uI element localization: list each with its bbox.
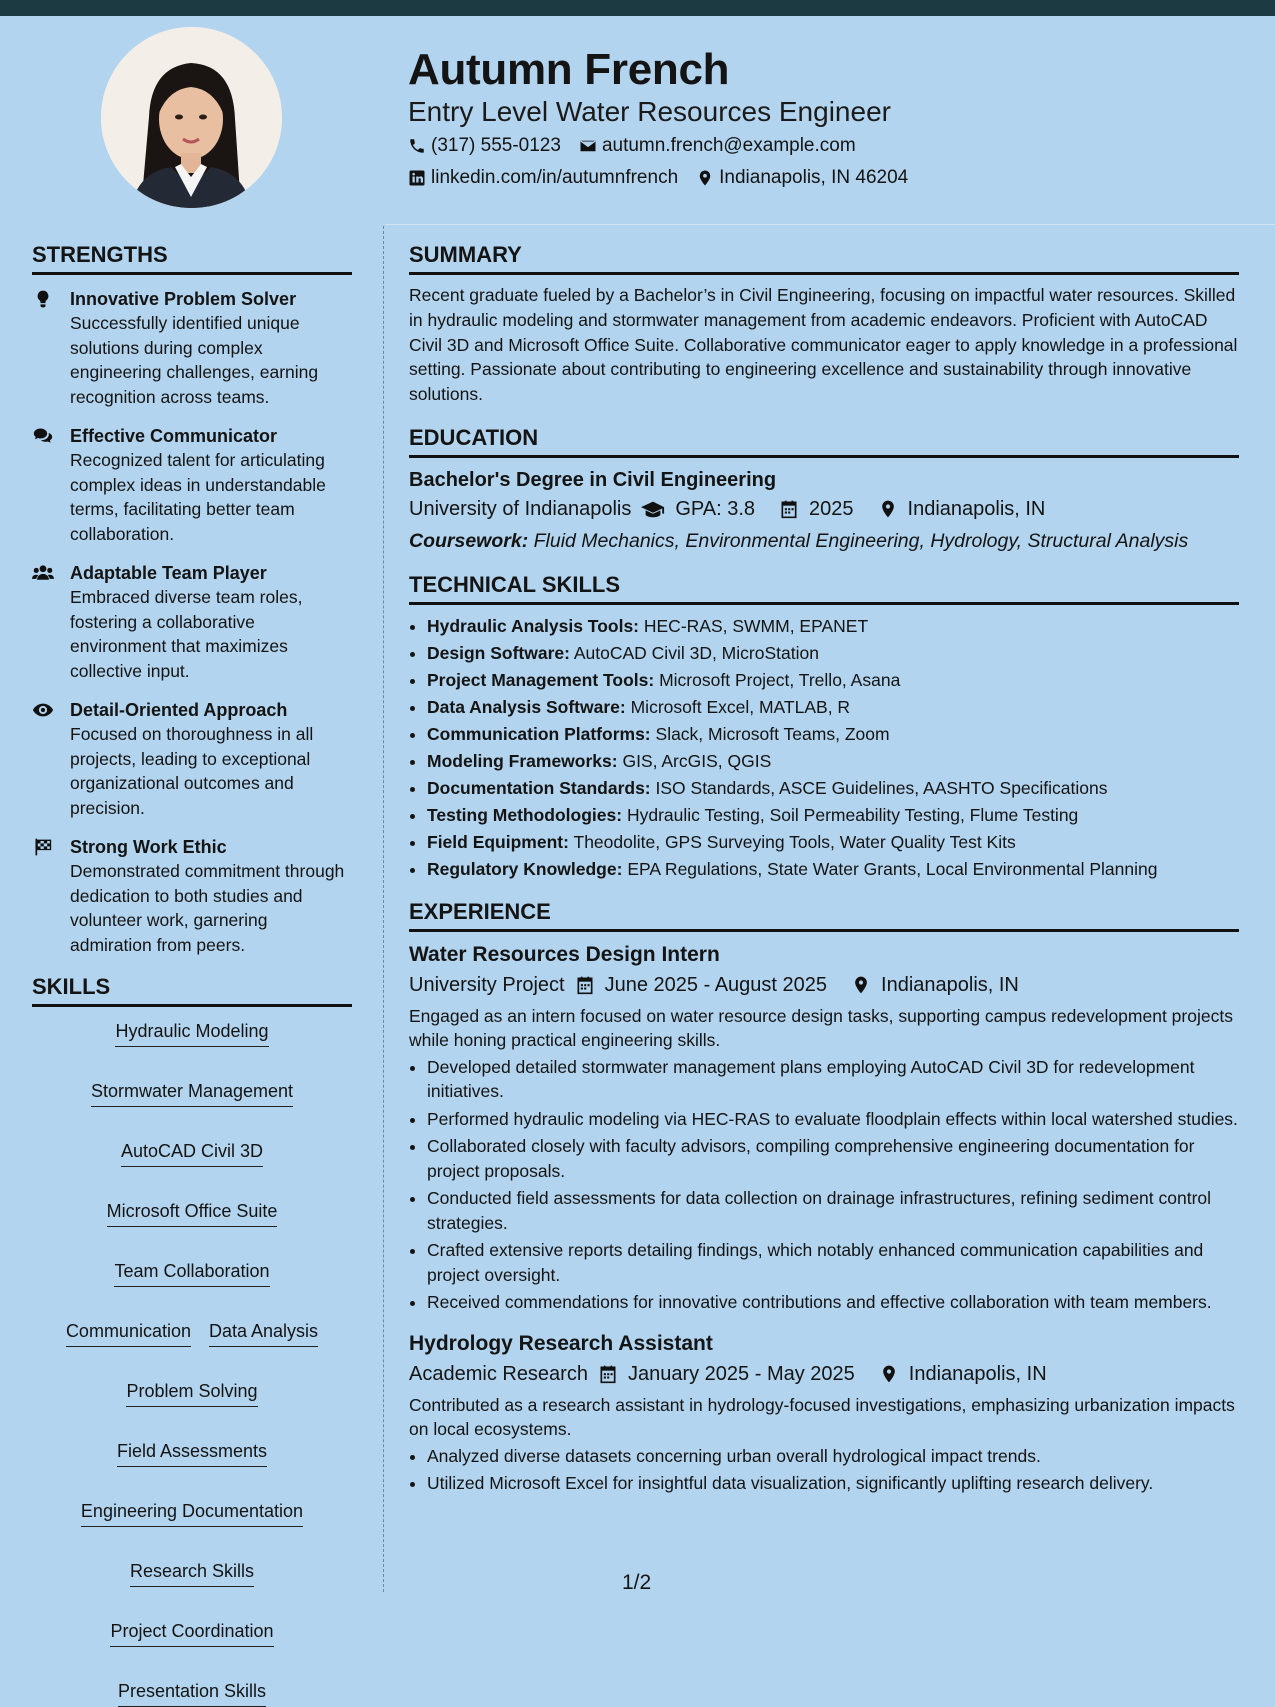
tech-skill-value: Theodolite, GPS Surveying Tools, Water Quality Test Kits <box>573 831 1016 852</box>
skills-heading: SKILLS <box>32 972 352 1007</box>
tech-skill-value: ISO Standards, ASCE Guidelines, AASHTO Specifications <box>655 777 1108 798</box>
job-entry <box>409 940 1239 1315</box>
strength-description: Recognized talent for articulating complex ideas in understandable terms, facilitating better team collaboration. <box>70 450 326 544</box>
job-org: Academic Research <box>409 1362 588 1385</box>
map-marker-icon <box>851 975 871 995</box>
tech-skill-item <box>427 721 1239 748</box>
job-bullet: • Analyzed diverse datasets concerning urban overall hydrological impact trends. <box>427 1444 1239 1469</box>
linkedin-icon <box>408 169 426 187</box>
strength-description: Embraced diverse team roles, fostering a collaborative environment that maximizes collective input. <box>70 587 303 681</box>
job-dates: January 2025 - May 2025 <box>627 1362 855 1385</box>
strength-description: Focused on thoroughness in all projects, leading to exceptional organizational outcomes and precision. <box>70 724 314 818</box>
graduation-cap-icon <box>641 499 665 519</box>
graduation-year: 2025 <box>809 497 854 520</box>
top-bar <box>0 0 1275 16</box>
phone-text: (317) 555-0123 <box>431 135 561 156</box>
tech-skill-item <box>427 667 1239 694</box>
envelope-icon <box>579 137 597 155</box>
job-dates: June 2025 - August 2025 <box>604 973 828 996</box>
strength-title: Strong Work Ethic <box>70 837 227 857</box>
tech-skill-item <box>427 829 1239 856</box>
strengths-heading: STRENGTHS <box>32 240 352 275</box>
email-contact[interactable] <box>579 134 856 158</box>
strength-item <box>32 698 352 820</box>
education-heading: EDUCATION <box>409 423 1239 458</box>
coursework-label: Coursework: <box>409 529 529 552</box>
tech-skill-label: Modeling Frameworks: <box>427 750 618 771</box>
tech-skill-label: Design Software: <box>427 642 570 663</box>
skill-tag: Hydraulic Modeling <box>115 1019 268 1047</box>
contact-row-2 <box>408 166 908 190</box>
technical-skills-heading: TECHNICAL SKILLS <box>409 570 1239 605</box>
skill-tag: Research Skills <box>130 1559 254 1587</box>
summary-heading: SUMMARY <box>409 240 1239 275</box>
candidate-title: Entry Level Water Resources Engineer <box>408 96 891 127</box>
skill-tag: Data Analysis <box>209 1319 318 1347</box>
location-text: Indianapolis, IN 46204 <box>719 167 909 188</box>
technical-skills-list <box>409 613 1239 883</box>
comments-icon <box>32 426 54 446</box>
job-bullet: • Utilized Microsoft Excel for insightful data visualization, significantly uplifting research delivery. <box>427 1471 1239 1496</box>
strength-item <box>32 287 352 409</box>
job-location: Indianapolis, IN <box>881 973 1019 996</box>
degree-title: Bachelor's Degree in Civil Engineering <box>409 468 777 491</box>
page-number: 1/2 <box>622 1571 652 1594</box>
tech-skill-label: Communication Platforms: <box>427 723 651 744</box>
job-bullets <box>409 1444 1239 1496</box>
left-column <box>32 240 352 1707</box>
skill-tag: Field Assessments <box>117 1439 267 1467</box>
skill-tag: Engineering Documentation <box>81 1499 303 1527</box>
strength-title: Innovative Problem Solver <box>70 289 297 309</box>
lightbulb-icon <box>32 289 54 309</box>
calendar-icon <box>779 499 799 519</box>
contact-row-1 <box>408 134 856 158</box>
header-divider <box>385 224 1275 225</box>
phone-contact[interactable] <box>408 134 561 158</box>
tech-skill-item <box>427 775 1239 802</box>
email-text: autumn.french@example.com <box>601 135 856 156</box>
job-description: Engaged as an intern focused on water resource design tasks, supporting campus redevelopment projects while honing practical engineering skills. <box>409 1005 1233 1051</box>
skill-tag: Microsoft Office Suite <box>107 1199 278 1227</box>
tech-skill-item <box>427 640 1239 667</box>
tech-skill-label: Regulatory Knowledge: <box>427 858 623 879</box>
strength-item <box>32 561 352 683</box>
tech-skill-value: HEC-RAS, SWMM, EPANET <box>643 615 869 636</box>
right-column <box>409 240 1239 1499</box>
calendar-icon <box>575 975 595 995</box>
job-title: Water Resources Design Intern <box>409 942 720 966</box>
skills-list <box>32 1019 352 1707</box>
tech-skill-item <box>427 856 1239 883</box>
coursework <box>409 526 1239 556</box>
strength-description: Demonstrated commitment through dedication to both studies and volunteer work, garnering admiration from peers. <box>70 861 345 955</box>
job-bullet: • Performed hydraulic modeling via HEC-RAS to evaluate floodplain effects within local watershed studies. <box>427 1107 1239 1132</box>
skill-tag: Team Collaboration <box>114 1259 269 1287</box>
strength-item <box>32 835 352 957</box>
job-bullet: • Crafted extensive reports detailing findings, which notably enhanced communication capabilities and project oversight. <box>427 1238 1239 1287</box>
job-bullets <box>409 1055 1239 1315</box>
job-meta <box>409 970 1239 1000</box>
strength-title: Effective Communicator <box>70 426 278 446</box>
skill-tag: Presentation Skills <box>118 1679 266 1707</box>
tech-skill-label: Hydraulic Analysis Tools: <box>427 615 639 636</box>
linkedin-contact[interactable] <box>408 166 678 190</box>
strength-item <box>32 424 352 546</box>
column-divider <box>383 226 384 1592</box>
eye-icon <box>32 700 54 720</box>
tech-skill-item <box>427 694 1239 721</box>
job-bullet: • Received commendations for innovative contributions and effective collaboration with team members. <box>427 1290 1239 1315</box>
tech-skill-item <box>427 748 1239 775</box>
tech-skill-value: Microsoft Project, Trello, Asana <box>659 669 901 690</box>
flag-checkered-icon <box>32 837 54 857</box>
tech-skill-label: Field Equipment: <box>427 831 569 852</box>
skill-tag: Problem Solving <box>126 1379 257 1407</box>
job-description: Contributed as a research assistant in hydrology-focused investigations, emphasizing urbanization impacts on local ecosystems. <box>409 1394 1235 1440</box>
tech-skill-item <box>427 802 1239 829</box>
skill-tag: Stormwater Management <box>91 1079 293 1107</box>
skill-tag: Project Coordination <box>110 1619 273 1647</box>
gpa-text: GPA: 3.8 <box>675 497 756 520</box>
calendar-icon <box>598 1364 618 1384</box>
education-meta <box>409 494 1239 524</box>
school-location: Indianapolis, IN <box>907 497 1046 520</box>
summary-text: Recent graduate fueled by a Bachelor’s in Civil Engineering, focusing on impactful water resources. Skilled in hydraulic modeling and stormwater management from academic endeavors. Proficient with AutoCAD Civil 3D and Microsoft Office Suite. Collaborative communicator eager to apply knowledge in a professional setting. Passionate about contributing to engineering excellence and sustainability through innovative solutions. <box>409 285 1238 405</box>
job-location: Indianapolis, IN <box>908 1362 1047 1385</box>
tech-skill-value: Hydraulic Testing, Soil Permeability Testing, Flume Testing <box>626 804 1079 825</box>
location-contact <box>696 166 908 190</box>
tech-skill-value: EPA Regulations, State Water Grants, Local Environmental Planning <box>627 858 1158 879</box>
tech-skill-value: Slack, Microsoft Teams, Zoom <box>655 723 890 744</box>
tech-skill-label: Documentation Standards: <box>427 777 651 798</box>
strength-title: Adaptable Team Player <box>70 563 267 583</box>
map-marker-icon <box>878 499 898 519</box>
phone-icon <box>408 137 426 155</box>
strength-title: Detail-Oriented Approach <box>70 700 288 720</box>
tech-skill-label: Data Analysis Software: <box>427 696 626 717</box>
tech-skill-value: GIS, ArcGIS, QGIS <box>622 750 772 771</box>
job-bullet: • Developed detailed stormwater management plans employing AutoCAD Civil 3D for redevelopment initiatives. <box>427 1055 1239 1104</box>
tech-skill-value: Microsoft Excel, MATLAB, R <box>630 696 851 717</box>
tech-skill-label: Testing Methodologies: <box>427 804 623 825</box>
school-name: University of Indianapolis <box>409 497 632 520</box>
candidate-name: Autumn French <box>408 45 730 94</box>
strength-description: Successfully identified unique solutions during complex engineering challenges, earning recognition across teams. <box>70 313 319 407</box>
tech-skill-value: AutoCAD Civil 3D, MicroStation <box>573 642 819 663</box>
map-marker-icon <box>879 1364 899 1384</box>
experience-heading: EXPERIENCE <box>409 897 1239 932</box>
job-bullet: • Conducted field assessments for data collection on drainage infrastructures, refining sediment control strategies. <box>427 1186 1239 1235</box>
linkedin-text: linkedin.com/in/autumnfrench <box>431 167 679 188</box>
users-icon <box>32 563 54 583</box>
tech-skill-label: Project Management Tools: <box>427 669 655 690</box>
tech-skill-item <box>427 613 1239 640</box>
job-bullet: • Collaborated closely with faculty advisors, compiling comprehensive engineering documentation for project proposals. <box>427 1134 1239 1183</box>
map-marker-icon <box>696 169 714 187</box>
job-entry <box>409 1329 1239 1496</box>
job-org: University Project <box>409 973 565 996</box>
profile-photo <box>101 27 282 208</box>
skill-tag: AutoCAD Civil 3D <box>121 1139 263 1167</box>
coursework-list: Fluid Mechanics, Environmental Engineering, Hydrology, Structural Analysis <box>533 529 1189 552</box>
job-title: Hydrology Research Assistant <box>409 1331 713 1355</box>
strengths-list <box>32 287 352 957</box>
job-meta <box>409 1359 1239 1389</box>
skill-tag: Communication <box>66 1319 191 1347</box>
